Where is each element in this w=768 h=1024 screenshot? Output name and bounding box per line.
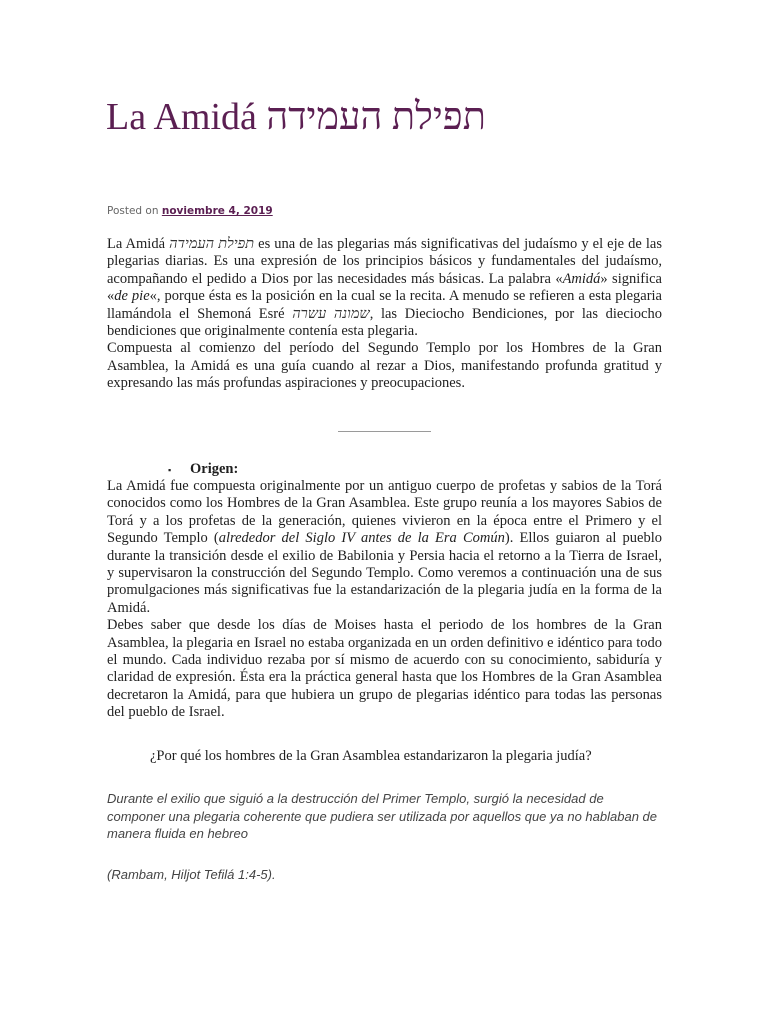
- page-title: La Amidá תפילת העמידה: [106, 96, 486, 138]
- intro-paragraph-2: Compuesta al comienzo del período del Segundo Templo por los Hombres de la Gran Asamblea, la Amidá es una guía cuando al rezar a Dios, manifestando profunda gratitud y expresando las más profundas aspiraciones y preocupaciones.: [107, 340, 662, 392]
- intro-text-b: es una de las plegarias más significativas del judaísmo y el eje de las plegarias diarias. Es una expresión de los principios básicos y fundamentales del judaísmo, acompañando el pedido a Dios por las necesidades más básicas. La palabra «: [107, 236, 662, 287]
- post-meta: [107, 205, 273, 217]
- term-de-pie: de pie: [114, 288, 150, 305]
- intro-paragraph: [107, 236, 662, 340]
- intro-section: [107, 236, 662, 393]
- origin-era-note: alrededor del Siglo IV antes de la Era Común: [218, 530, 505, 547]
- intro-text-d: «, porque ésta es la posición en la cual se la recita. A menudo se refieren a esta plegaria llamándola el Shemoná Esré: [107, 288, 662, 322]
- quote-citation: (Rambam, Hiljot Tefilá 1:4-5).: [107, 867, 276, 882]
- intro-text-e: , las Dieciocho Bendiciones, por las dieciocho bendiciones que originalmente contenía esta plegaria.: [107, 305, 662, 340]
- bullet-icon: ▪: [168, 464, 172, 475]
- origin-section: [107, 478, 662, 722]
- section-divider: [338, 431, 431, 432]
- origin-paragraph-2: Debes saber que desde los días de Moises hasta el periodo de los hombres de la Gran Asamblea, la plegaria en Israel no estaba organizada en un orden definitivo e idéntico para todo el mundo. Cada individuo rezaba por sí mismo de acuerdo con su conocimiento, sabiduría y claridad de expresión. Ésta era la práctica general hasta que los Hombres de la Gran Asamblea decretaron la Amidá, para que hubiera un grupo de plegarias idéntico para todas las personas del pueblo de Israel.: [107, 617, 662, 721]
- intro-text-a: La Amidá: [107, 236, 170, 252]
- origin-heading: [168, 460, 238, 479]
- term-amida: Amidá: [562, 270, 601, 287]
- origin-heading-label: Origen:: [190, 461, 239, 477]
- origin-text-b: ). Ellos guiaron al pueblo durante la transición desde el exilio de Babilonia y Persia hacia el retorno a la Tierra de Israel, y supervisaron la construcción del Segundo Templo. Como veremos a continuación una de sus promulgaciones más significativas fue la estandarización de la plegaria judía en la forma de la Amidá.: [107, 530, 662, 616]
- hebrew-term-amida: תפילת העמידה: [169, 236, 255, 252]
- origin-text-a: La Amidá fue compuesta originalmente por un antiguo cuerpo de profetas y sabios de la Torá conocidos como los Hombres de la Gran Asamblea. Este grupo reunía a los mayores Sabios de Torá y a los profetas de la generación, quienes vivieron en la época entre el Primero y el Segundo Templo (: [107, 478, 662, 547]
- posted-label: Posted on: [107, 205, 159, 217]
- intro-text-c: » significa «: [107, 270, 662, 305]
- post-date-link[interactable]: noviembre 4, 2019: [161, 205, 273, 217]
- section-question: ¿Por qué los hombres de la Gran Asamblea estandarizaron la plegaria judía?: [150, 748, 592, 764]
- quote-text: Durante el exilio que siguió a la destrucción del Primer Templo, surgió la necesidad de componer una plegaria coherente que pudiera ser utilizada por aquellos que ya no hablaban de manera fluida en hebreo: [107, 791, 658, 842]
- origin-paragraph-1: [107, 478, 662, 617]
- hebrew-term-shemone-esre: שמונה עשרה: [292, 305, 370, 322]
